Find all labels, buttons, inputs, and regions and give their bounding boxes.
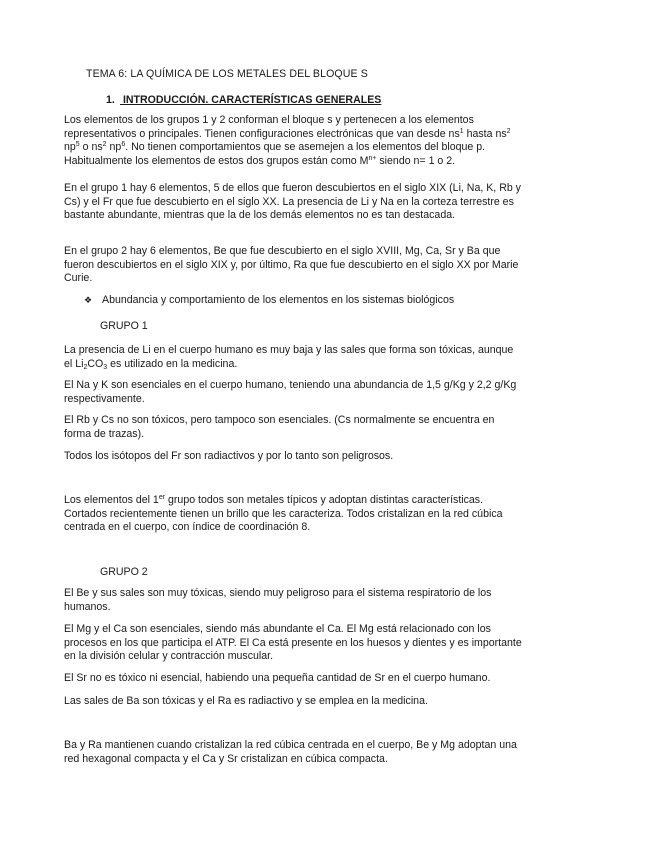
grupo2-mg-ca-paragraph: El Mg y el Ca son esenciales, siendo más abundante el Ca. El Mg está relacionado con los procesos en los que participa el ATP. El Ca está presente en los huesos y dientes y es importante en la división celular y contracción muscular.: [64, 623, 522, 663]
section-label: INTRODUCCIÓN. CARACTERÍSTICAS GENERALES: [122, 94, 382, 106]
grupo2-ba-ra-paragraph: Las sales de Ba son tóxicas y el Ra es radiactivo y se emplea en la medicina.: [64, 695, 428, 707]
grupo1-intro-paragraph: En el grupo 1 hay 6 elementos, 5 de ellos que fueron descubiertos en el siglo XIX (Li, Na, K, Rb y Cs) y el Fr que fue descubierto en el siglo XX. La presencia de Li y Na en la corteza terrestre es bastante abundante, mientras que la de los demás elementos no es tan destacada.: [64, 182, 521, 222]
grupo2-crystal-paragraph: Ba y Ra mantienen cuando cristalizan la red cúbica centrada en el cuerpo, Be y Mg adoptan una red hexagonal compacta y el Ca y Sr cristalizan en cúbica compacta.: [64, 739, 517, 765]
grupo1-metals-paragraph: Los elementos del 1er grupo todos son metales típicos y adoptan distintas características. Cortados recientemente tienen un brillo que les caracteriza. Todos cristalizan en la red cúbica centrada en el cuerpo, con índice de coordinación 8.: [64, 494, 503, 534]
grupo1-rb-cs-paragraph: El Rb y Cs no son tóxicos, pero tampoco son esenciales. (Cs normalmente se encuentra en forma de trazas).: [64, 414, 495, 440]
grupo2-sr-paragraph: El Sr no es tóxico ni esencial, habiendo una pequeña cantidad de Sr en el cuerpo humano.: [64, 672, 491, 684]
section-number: 1.: [106, 94, 115, 106]
grupo1-na-k-paragraph: El Na y K son esenciales en el cuerpo humano, teniendo una abundancia de 1,5 g/Kg y 2,2 g/Kg respectivamente.: [64, 379, 517, 405]
bullet-text: Abundancia y comportamiento de los elementos en los sistemas biológicos: [102, 294, 455, 306]
grupo1-label: GRUPO 1: [100, 320, 148, 332]
diamond-bullet-icon: ❖: [84, 295, 93, 305]
grupo2-label: GRUPO 2: [100, 566, 148, 578]
intro-paragraph: Los elementos de los grupos 1 y 2 conforman el bloque s y pertenecen a los elementos representativos o principales. Tienen configuraciones electrónicas que van desde $ns^1$ hasta $ns^2$ $np^5$ o $ns^2$ $np^6$. No tienen comportamientos que se asemejen a los elementos del bloque p. Habitualmente los elementos de estos dos grupos están como $M^{n+}$ siendo n= 1 o 2.: [64, 114, 511, 167]
section-heading: [106, 94, 381, 108]
grupo2-be-paragraph: El Be y sus sales son muy tóxicas, siendo muy peligroso para el sistema respiratorio de los humanos.: [64, 587, 492, 613]
page-title: TEMA 6: LA QUÍMICA DE LOS METALES DEL BLOQUE S: [86, 68, 368, 80]
grupo1-li-paragraph: La presencia de Li en el cuerpo humano es muy baja y las sales que forma son tóxicas, aunque el $Li_2CO_3$ es utilizado en la medicina.: [64, 344, 514, 371]
grupo1-fr-paragraph: Todos los isótopos del Fr son radiactivos y por lo tanto son peligrosos.: [64, 450, 394, 462]
grupo2-intro-paragraph: En el grupo 2 hay 6 elementos, Be que fue descubierto en el siglo XVIII, Mg, Ca, Sr y Ba que fueron descubiertos en el siglo XIX y, por último, Ra que fue descubierto en el siglo XX por Marie Curie.: [64, 245, 519, 285]
bullet-item: [84, 294, 544, 308]
